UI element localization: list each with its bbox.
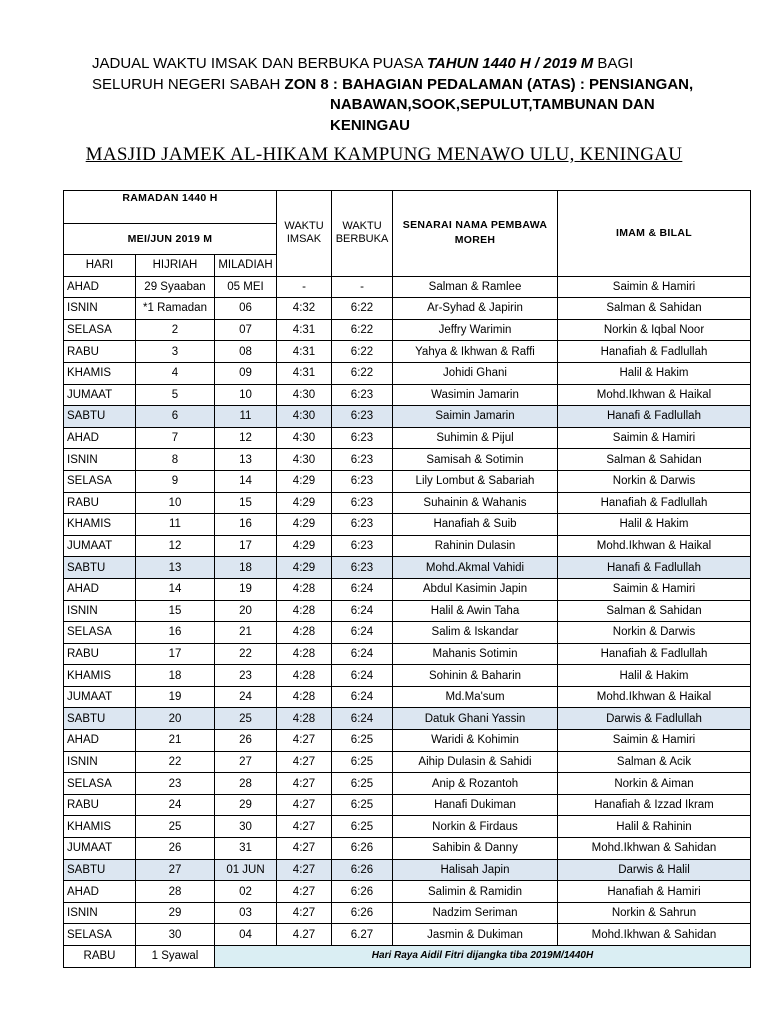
- moreh-header: SENARAI NAMA PEMBAWA MOREH: [393, 191, 558, 277]
- miladiah-cell: 20: [215, 600, 277, 622]
- table-row: [64, 902, 751, 924]
- hijriah-cell: 2: [136, 319, 215, 341]
- imam-cell: Salman & Sahidan: [558, 298, 751, 320]
- hijriah-cell: 19: [136, 686, 215, 708]
- imam-cell: Darwis & Fadlullah: [558, 708, 751, 730]
- table-row: [64, 730, 751, 752]
- imsak-cell: 4:30: [277, 427, 332, 449]
- imam-cell: Norkin & Aiman: [558, 773, 751, 795]
- berbuka-cell: 6:25: [332, 794, 393, 816]
- berbuka-cell: 6:22: [332, 362, 393, 384]
- miladiah-cell: 09: [215, 362, 277, 384]
- hari-cell: ISNIN: [64, 902, 136, 924]
- imam-header: IMAM & BILAL: [558, 191, 751, 277]
- miladiah-cell: 17: [215, 535, 277, 557]
- hari-cell: ISNIN: [64, 449, 136, 471]
- hari-cell: JUMAAT: [64, 384, 136, 406]
- table-row: [64, 859, 751, 881]
- table-row: [64, 384, 751, 406]
- moreh-cell: Lily Lombut & Sabariah: [393, 470, 558, 492]
- miladiah-cell: 21: [215, 622, 277, 644]
- berbuka-cell: 6:23: [332, 384, 393, 406]
- imsak-cell: 4:30: [277, 384, 332, 406]
- hijriah-cell: 15: [136, 600, 215, 622]
- berbuka-cell: 6:25: [332, 816, 393, 838]
- table-row: [64, 492, 751, 514]
- hari-cell: AHAD: [64, 881, 136, 903]
- heading-year: TAHUN 1440 H / 2019 M: [426, 55, 594, 72]
- imsak-cell: 4:30: [277, 449, 332, 471]
- miladiah-cell: 03: [215, 902, 277, 924]
- miladiah-cell: 27: [215, 751, 277, 773]
- miladiah-cell: 06: [215, 298, 277, 320]
- berbuka-cell: 6:23: [332, 406, 393, 428]
- imam-cell: Salman & Acik: [558, 751, 751, 773]
- hijriah-cell: 22: [136, 751, 215, 773]
- heading-line-2: [92, 75, 712, 96]
- imsak-cell: 4:28: [277, 643, 332, 665]
- moreh-cell: Suhainin & Wahanis: [393, 492, 558, 514]
- miladiah-cell: 19: [215, 578, 277, 600]
- mosque-title: MASJID JAMEK AL-HIKAM KAMPUNG MENAWO ULU, KENINGAU: [85, 144, 683, 165]
- imsak-cell: 4:28: [277, 578, 332, 600]
- moreh-cell: Samisah & Sotimin: [393, 449, 558, 471]
- heading-text: JADUAL WAKTU IMSAK DAN BERBUKA PUASA: [92, 55, 427, 72]
- hari-cell: ISNIN: [64, 298, 136, 320]
- hijriah-cell: 5: [136, 384, 215, 406]
- berbuka-cell: 6:23: [332, 470, 393, 492]
- hijriah-cell: 7: [136, 427, 215, 449]
- imsak-cell: 4:27: [277, 751, 332, 773]
- miladiah-cell: 14: [215, 470, 277, 492]
- berbuka-cell: 6:26: [332, 881, 393, 903]
- hijriah-cell: 26: [136, 838, 215, 860]
- last-hari: RABU: [64, 946, 136, 968]
- hijriah-cell: 12: [136, 535, 215, 557]
- miladiah-cell: 23: [215, 665, 277, 687]
- hari-cell: SABTU: [64, 557, 136, 579]
- hari-cell: SABTU: [64, 406, 136, 428]
- hari-cell: AHAD: [64, 578, 136, 600]
- imsak-cell: 4:27: [277, 773, 332, 795]
- table-row: [64, 557, 751, 579]
- moreh-cell: Jasmin & Dukiman: [393, 924, 558, 946]
- imsak-cell: 4:27: [277, 816, 332, 838]
- hari-cell: JUMAAT: [64, 535, 136, 557]
- imsak-cell: 4:28: [277, 708, 332, 730]
- table-row: [64, 276, 751, 298]
- hijriah-cell: 14: [136, 578, 215, 600]
- berbuka-cell: 6:26: [332, 859, 393, 881]
- table-row: [64, 319, 751, 341]
- hari-header: HARI: [64, 255, 136, 277]
- miladiah-cell: 10: [215, 384, 277, 406]
- miladiah-cell: 24: [215, 686, 277, 708]
- hari-cell: KHAMIS: [64, 362, 136, 384]
- imam-cell: Hanafi & Fadlullah: [558, 406, 751, 428]
- table-row: [64, 341, 751, 363]
- miladiah-cell: 01 JUN: [215, 859, 277, 881]
- miladiah-cell: 16: [215, 514, 277, 536]
- imam-cell: Hanafiah & Fadlullah: [558, 341, 751, 363]
- imam-cell: Hanafiah & Fadlullah: [558, 643, 751, 665]
- moreh-cell: Md.Ma'sum: [393, 686, 558, 708]
- heading-text: BAGI: [593, 55, 634, 72]
- moreh-cell: Rahinin Dulasin: [393, 535, 558, 557]
- imsak-cell: -: [277, 276, 332, 298]
- heading-region: : BAHAGIAN PEDALAMAN (ATAS) : PENSIANGAN,: [328, 75, 694, 93]
- berbuka-cell: 6:25: [332, 773, 393, 795]
- imsak-cell: 4:29: [277, 470, 332, 492]
- hijriah-cell: 25: [136, 816, 215, 838]
- heading-zone: ZON 8: [284, 75, 329, 93]
- heading-line-1: [92, 54, 712, 75]
- berbuka-cell: 6:24: [332, 665, 393, 687]
- imsak-cell: 4:31: [277, 362, 332, 384]
- berbuka-cell: 6:24: [332, 643, 393, 665]
- berbuka-cell: 6:23: [332, 492, 393, 514]
- miladiah-cell: 07: [215, 319, 277, 341]
- imam-cell: Mohd.Ikhwan & Sahidan: [558, 924, 751, 946]
- hari-cell: SELASA: [64, 470, 136, 492]
- hijriah-cell: 28: [136, 881, 215, 903]
- imsak-cell: 4:27: [277, 859, 332, 881]
- imam-cell: Mohd.Ikhwan & Haikal: [558, 686, 751, 708]
- moreh-cell: Wasimin Jamarin: [393, 384, 558, 406]
- table-row: [64, 535, 751, 557]
- imam-cell: Halil & Rahinin: [558, 816, 751, 838]
- miladiah-cell: 22: [215, 643, 277, 665]
- berbuka-cell: 6:24: [332, 578, 393, 600]
- miladiah-cell: 08: [215, 341, 277, 363]
- table-row: [64, 751, 751, 773]
- hijriah-cell: 16: [136, 622, 215, 644]
- imam-cell: Norkin & Darwis: [558, 622, 751, 644]
- miladiah-cell: 30: [215, 816, 277, 838]
- imam-cell: Hanafiah & Fadlullah: [558, 492, 751, 514]
- berbuka-cell: 6:26: [332, 902, 393, 924]
- table-row: [64, 794, 751, 816]
- hari-cell: JUMAAT: [64, 686, 136, 708]
- berbuka-cell: 6.27: [332, 924, 393, 946]
- imsak-cell: 4:27: [277, 881, 332, 903]
- hari-cell: JUMAAT: [64, 838, 136, 860]
- berbuka-cell: 6:22: [332, 319, 393, 341]
- berbuka-header: WAKTU BERBUKA: [332, 191, 393, 277]
- hari-cell: SELASA: [64, 319, 136, 341]
- hari-cell: SABTU: [64, 859, 136, 881]
- hijriah-cell: 4: [136, 362, 215, 384]
- imam-cell: Mohd.Ikhwan & Haikal: [558, 384, 751, 406]
- moreh-cell: Salman & Ramlee: [393, 276, 558, 298]
- table-row: [64, 514, 751, 536]
- moreh-cell: Norkin & Firdaus: [393, 816, 558, 838]
- hijriah-header: HIJRIAH: [136, 255, 215, 277]
- berbuka-cell: 6:24: [332, 686, 393, 708]
- hijriah-cell: 23: [136, 773, 215, 795]
- imam-cell: Saimin & Hamiri: [558, 276, 751, 298]
- imsak-cell: 4:27: [277, 730, 332, 752]
- hijriah-cell: 11: [136, 514, 215, 536]
- miladiah-cell: 05 MEI: [215, 276, 277, 298]
- moreh-cell: Mahanis Sotimin: [393, 643, 558, 665]
- imam-cell: Halil & Hakim: [558, 362, 751, 384]
- hari-cell: RABU: [64, 643, 136, 665]
- hari-cell: KHAMIS: [64, 665, 136, 687]
- imam-cell: Norkin & Iqbal Noor: [558, 319, 751, 341]
- hijriah-cell: 20: [136, 708, 215, 730]
- imsak-cell: 4:27: [277, 838, 332, 860]
- berbuka-cell: 6:23: [332, 514, 393, 536]
- table-row: [64, 600, 751, 622]
- miladiah-cell: 31: [215, 838, 277, 860]
- hijriah-cell: 10: [136, 492, 215, 514]
- berbuka-cell: 6:26: [332, 838, 393, 860]
- berbuka-cell: 6:23: [332, 557, 393, 579]
- imam-cell: Mohd.Ikhwan & Sahidan: [558, 838, 751, 860]
- imsak-cell: 4:31: [277, 341, 332, 363]
- miladiah-cell: 18: [215, 557, 277, 579]
- moreh-cell: Aihip Dulasin & Sahidi: [393, 751, 558, 773]
- imsak-cell: 4:31: [277, 319, 332, 341]
- hijriah-cell: 3: [136, 341, 215, 363]
- header-row-1: [64, 191, 751, 224]
- heading-line-4: KENINGAU: [330, 116, 411, 134]
- hijriah-cell: 8: [136, 449, 215, 471]
- berbuka-cell: 6:23: [332, 449, 393, 471]
- miladiah-cell: 25: [215, 708, 277, 730]
- imam-cell: Saimin & Hamiri: [558, 730, 751, 752]
- hari-cell: SELASA: [64, 773, 136, 795]
- moreh-cell: Sahibin & Danny: [393, 838, 558, 860]
- miladiah-cell: 28: [215, 773, 277, 795]
- moreh-cell: Waridi & Kohimin: [393, 730, 558, 752]
- table-row: [64, 406, 751, 428]
- miladiah-cell: 13: [215, 449, 277, 471]
- syawal-row: [64, 946, 751, 968]
- imsak-cell: 4:27: [277, 902, 332, 924]
- imsak-cell: 4:32: [277, 298, 332, 320]
- imsak-cell: 4:27: [277, 794, 332, 816]
- imam-cell: Halil & Hakim: [558, 665, 751, 687]
- hari-cell: SELASA: [64, 924, 136, 946]
- moreh-cell: Jeffry Warimin: [393, 319, 558, 341]
- imam-cell: Salman & Sahidan: [558, 449, 751, 471]
- miladiah-cell: 12: [215, 427, 277, 449]
- schedule-table: [63, 190, 751, 968]
- table-row: [64, 643, 751, 665]
- document-heading: [92, 54, 712, 136]
- hari-cell: SABTU: [64, 708, 136, 730]
- table-row: [64, 686, 751, 708]
- ramadan-header: RAMADAN 1440 H: [64, 191, 277, 224]
- berbuka-cell: 6:24: [332, 708, 393, 730]
- moreh-cell: Nadzim Seriman: [393, 902, 558, 924]
- imsak-cell: 4:28: [277, 600, 332, 622]
- hari-cell: AHAD: [64, 276, 136, 298]
- imam-cell: Saimin & Hamiri: [558, 427, 751, 449]
- table-row: [64, 816, 751, 838]
- table-row: [64, 470, 751, 492]
- table-row: [64, 881, 751, 903]
- raya-note: Hari Raya Aidil Fitri dijangka tiba 2019M/1440H: [215, 946, 751, 968]
- imam-cell: Mohd.Ikhwan & Haikal: [558, 535, 751, 557]
- hijriah-cell: *1 Ramadan: [136, 298, 215, 320]
- imsak-cell: 4.27: [277, 924, 332, 946]
- table-row: [64, 578, 751, 600]
- meijun-header: MEI/JUN 2019 M: [64, 224, 277, 255]
- miladiah-cell: 29: [215, 794, 277, 816]
- imsak-cell: 4:28: [277, 622, 332, 644]
- imam-cell: Hanafiah & Izzad Ikram: [558, 794, 751, 816]
- hari-cell: RABU: [64, 492, 136, 514]
- moreh-cell: Sohinin & Baharin: [393, 665, 558, 687]
- moreh-cell: Hanafi Dukiman: [393, 794, 558, 816]
- berbuka-cell: 6:22: [332, 341, 393, 363]
- miladiah-cell: 15: [215, 492, 277, 514]
- table-row: [64, 924, 751, 946]
- hijriah-cell: 13: [136, 557, 215, 579]
- hijriah-cell: 9: [136, 470, 215, 492]
- imam-cell: Salman & Sahidan: [558, 600, 751, 622]
- moreh-cell: Halisah Japin: [393, 859, 558, 881]
- hijriah-cell: 30: [136, 924, 215, 946]
- moreh-cell: Salim & Iskandar: [393, 622, 558, 644]
- hari-cell: AHAD: [64, 427, 136, 449]
- miladiah-cell: 11: [215, 406, 277, 428]
- moreh-cell: Salimin & Ramidin: [393, 881, 558, 903]
- heading-text: SELURUH NEGERI SABAH: [92, 75, 285, 93]
- imam-cell: Norkin & Sahrun: [558, 902, 751, 924]
- hari-cell: RABU: [64, 794, 136, 816]
- hijriah-cell: 18: [136, 665, 215, 687]
- moreh-cell: Ar-Syhad & Japirin: [393, 298, 558, 320]
- hari-cell: AHAD: [64, 730, 136, 752]
- imsak-cell: 4:28: [277, 686, 332, 708]
- table-row: [64, 298, 751, 320]
- table-row: [64, 708, 751, 730]
- table-row: [64, 622, 751, 644]
- table-row: [64, 362, 751, 384]
- imam-cell: Saimin & Hamiri: [558, 578, 751, 600]
- miladiah-cell: 02: [215, 881, 277, 903]
- imam-cell: Darwis & Halil: [558, 859, 751, 881]
- imam-cell: Hanafi & Fadlullah: [558, 557, 751, 579]
- imsak-cell: 4:29: [277, 492, 332, 514]
- moreh-cell: Saimin Jamarin: [393, 406, 558, 428]
- hijriah-cell: 24: [136, 794, 215, 816]
- miladiah-header: MILADIAH: [215, 255, 277, 277]
- table-row: [64, 838, 751, 860]
- imam-cell: Hanafiah & Hamiri: [558, 881, 751, 903]
- moreh-cell: Mohd.Akmal Vahidi: [393, 557, 558, 579]
- imam-cell: Norkin & Darwis: [558, 470, 751, 492]
- hari-cell: SELASA: [64, 622, 136, 644]
- berbuka-cell: 6:23: [332, 535, 393, 557]
- last-hijriah: 1 Syawal: [136, 946, 215, 968]
- imsak-cell: 4:29: [277, 557, 332, 579]
- table-row: [64, 665, 751, 687]
- berbuka-cell: 6:25: [332, 751, 393, 773]
- hari-cell: RABU: [64, 341, 136, 363]
- hijriah-cell: 27: [136, 859, 215, 881]
- berbuka-cell: 6:24: [332, 622, 393, 644]
- imam-cell: Halil & Hakim: [558, 514, 751, 536]
- hijriah-cell: 29 Syaaban: [136, 276, 215, 298]
- moreh-cell: Suhimin & Pijul: [393, 427, 558, 449]
- moreh-cell: Anip & Rozantoh: [393, 773, 558, 795]
- berbuka-cell: 6:22: [332, 298, 393, 320]
- moreh-cell: Abdul Kasimin Japin: [393, 578, 558, 600]
- imsak-cell: 4:29: [277, 514, 332, 536]
- hari-cell: ISNIN: [64, 600, 136, 622]
- imsak-cell: 4:28: [277, 665, 332, 687]
- berbuka-cell: 6:25: [332, 730, 393, 752]
- berbuka-cell: 6:23: [332, 427, 393, 449]
- table-row: [64, 449, 751, 471]
- imsak-header: WAKTU IMSAK: [277, 191, 332, 277]
- miladiah-cell: 26: [215, 730, 277, 752]
- table-row: [64, 773, 751, 795]
- hari-cell: KHAMIS: [64, 514, 136, 536]
- moreh-cell: Hanafiah & Suib: [393, 514, 558, 536]
- heading-line-3: NABAWAN,SOOK,SEPULUT,TAMBUNAN DAN: [330, 96, 655, 113]
- berbuka-cell: 6:24: [332, 600, 393, 622]
- hijriah-cell: 21: [136, 730, 215, 752]
- hijriah-cell: 17: [136, 643, 215, 665]
- moreh-cell: Datuk Ghani Yassin: [393, 708, 558, 730]
- table-row: [64, 427, 751, 449]
- hari-cell: KHAMIS: [64, 816, 136, 838]
- hari-cell: ISNIN: [64, 751, 136, 773]
- hijriah-cell: 29: [136, 902, 215, 924]
- moreh-cell: Yahya & Ikhwan & Raffi: [393, 341, 558, 363]
- berbuka-cell: -: [332, 276, 393, 298]
- moreh-cell: Johidi Ghani: [393, 362, 558, 384]
- hijriah-cell: 6: [136, 406, 215, 428]
- miladiah-cell: 04: [215, 924, 277, 946]
- imsak-cell: 4:30: [277, 406, 332, 428]
- moreh-cell: Halil & Awin Taha: [393, 600, 558, 622]
- imsak-cell: 4:29: [277, 535, 332, 557]
